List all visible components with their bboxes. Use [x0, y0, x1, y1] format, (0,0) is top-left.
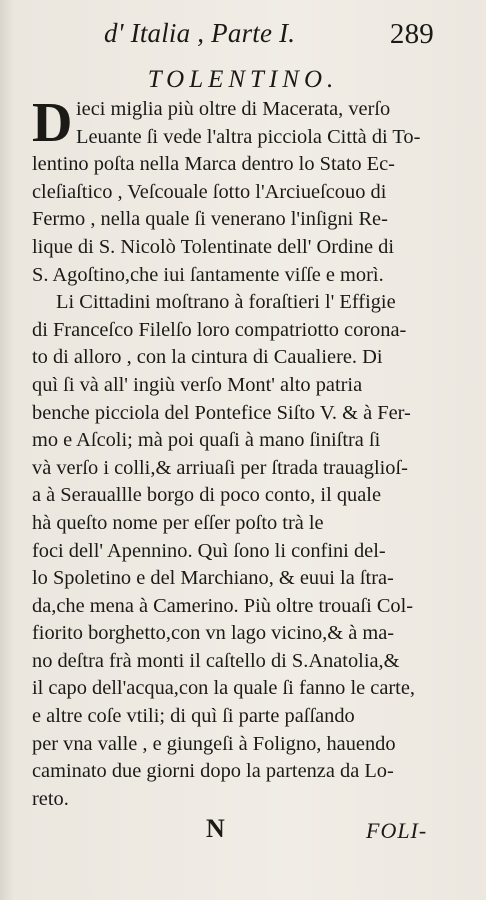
text-line: di Franceſco Filelſo loro compatriotto corona-: [32, 318, 407, 341]
running-head-title: d' Italia , Parte I.: [104, 18, 296, 48]
text-line: e altre coſe vtili; di quì ſi parte paſſando: [32, 705, 355, 728]
page-number: 289: [389, 18, 434, 50]
running-head: [104, 18, 434, 54]
text-line: per vna valle , e giungeſi à Foligno, hauendo: [32, 732, 396, 755]
text-line: quì ſi và all' ingiù verſo Mont' alto patria: [32, 373, 363, 396]
text-line: il capo dell'acqua,con la quale ſi fanno le carte,: [32, 677, 415, 700]
text-line: foci dell' Apennino. Quì ſono li confini del-: [32, 539, 386, 562]
text-line: Leuante ſi vede l'altra picciola Città di To-: [76, 125, 421, 148]
text-line: mo e Aſcoli; mà poi quaſi à mano ſiniſtra ſi: [32, 429, 381, 452]
text-line: S. Agoſtino,che iui ſantamente viſſe e morì.: [32, 263, 384, 286]
text-line: to di alloro , con la cintura di Caualiere. Di: [32, 346, 383, 369]
text-line: da,che mena à Camerino. Più oltre trouaſi Col-: [32, 594, 414, 617]
text-line: Fermo , nella quale ſi venerano l'inſigni Re-: [32, 208, 388, 231]
text-line: reto.: [32, 787, 69, 810]
text-line: hà queſto nome per eſſer poſto trà le: [32, 511, 324, 534]
text-line: ieci miglia più oltre di Macerata, verſo: [76, 98, 391, 120]
text-line: a à Serauallle borgo di poco conto, il quale: [32, 484, 381, 507]
text-line: và verſo i colli,& arriuaſi per ſtrada trauaglioſ-: [32, 456, 408, 479]
signature-mark: N: [206, 814, 225, 843]
text-line: lentino poſta nella Marca dentro lo Stato Ec-: [32, 153, 395, 176]
text-line: caminato due giorni dopo la partenza da Lo-: [32, 760, 394, 783]
text-line: no deſtra frà monti il caſtello di S.Anatolia,&: [32, 649, 400, 672]
drop-cap: D: [32, 92, 73, 154]
text-line: lique di S. Nicolò Tolentinate dell' Ordine di: [32, 235, 395, 258]
text-line: benche picciola del Pontefice Siſto V. & à Fer-: [32, 401, 411, 424]
text-line: cleſiaſtico , Veſcouale ſotto l'Arciueſcouo di: [32, 180, 387, 203]
text-line: fiorito borghetto,con vn lago vicino,& à ma-: [32, 622, 395, 645]
text-line: lo Spoletino e del Marchiano, & euui la ſtra-: [32, 567, 394, 590]
catchword: FOLI-: [366, 818, 428, 843]
section-title: TOLENTINO.: [147, 66, 339, 93]
body-text: [32, 92, 432, 813]
text-line: Li Cittadini moſtrano à foraſtieri l' Effigie: [56, 291, 396, 314]
